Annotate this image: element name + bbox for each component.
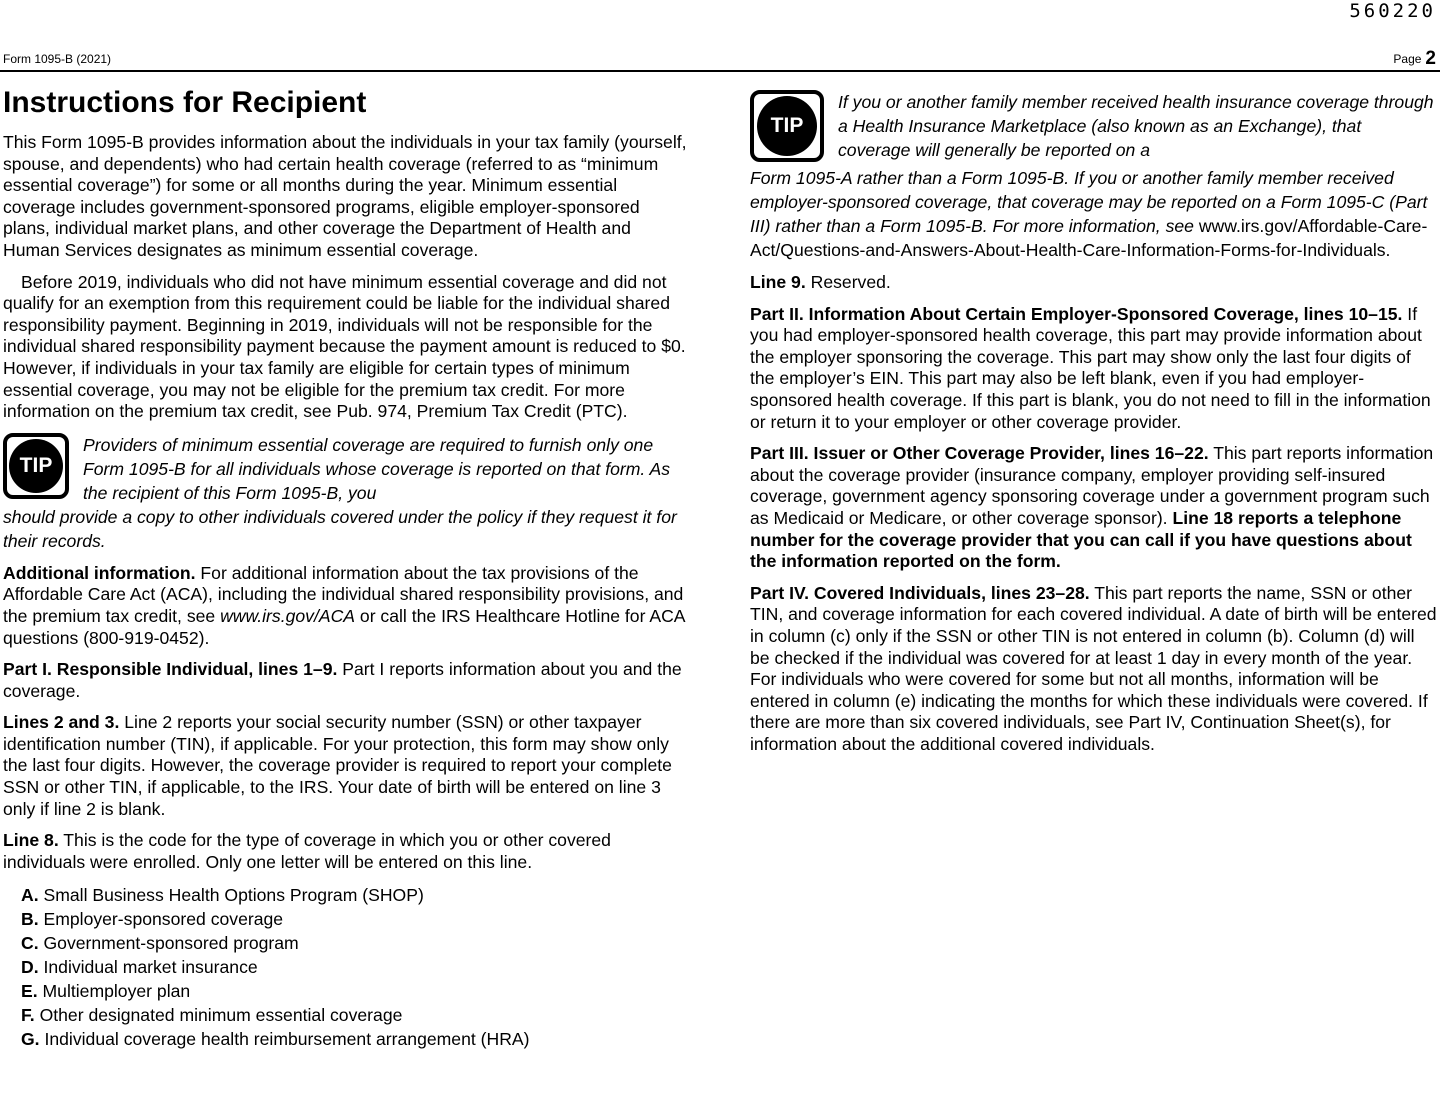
paragraph-text: For additional information about the tax provisions of the Affordable Care Act (ACA), including the individual shared responsibility provisions, and the premium tax credit, see [3, 562, 684, 626]
health-info-forms-link[interactable]: www.irs.gov/Affordable-Care-Act/Questions-and-Answers-About-Health-Care-Information-Forms-for-Individuals. [750, 216, 1428, 260]
tip-block-right [750, 90, 1438, 262]
code-description: Other designated minimum essential coverage [34, 1005, 403, 1026]
page-label: Page [1393, 52, 1422, 66]
tip-block-left [3, 433, 689, 553]
code-description: Individual coverage health reimbursement arrangement (HRA) [39, 1029, 530, 1050]
code-letter: A. [21, 885, 39, 906]
page-indicator [1393, 48, 1436, 70]
list-item [21, 1003, 689, 1027]
paragraph-text: This is the code for the type of coverage in which you or other covered individuals were enrolled. Only one letter will be entered on this line. [3, 830, 611, 872]
code-description: Small Business Health Options Program (SHOP) [38, 885, 424, 906]
lines-2-3-paragraph [3, 712, 689, 820]
line9-paragraph [750, 272, 1438, 294]
tip-text-continued [750, 166, 1438, 262]
page-title: Instructions for Recipient [3, 86, 367, 119]
code-letter: B. [21, 909, 39, 930]
section-heading: Part I. Responsible Individual, lines 1–9. [3, 659, 338, 680]
section-heading: Part IV. Covered Individuals, lines 23–28. [750, 582, 1090, 603]
paragraph-text: Reserved. [805, 272, 891, 292]
tip-badge-label: TIP [9, 439, 63, 493]
paragraph-text: or call the IRS Healthcare Hotline for ACA questions (800-919-0452). [3, 605, 685, 648]
form-label: Form 1095-B (2021) [3, 52, 112, 66]
page-header [0, 48, 1440, 72]
additional-information-paragraph [3, 563, 689, 649]
code-letter: F. [21, 1005, 35, 1026]
code-letter: C. [21, 933, 39, 954]
code-description: Government-sponsored program [38, 933, 299, 954]
code-letter: D. [21, 957, 39, 978]
paragraph-text: This part reports information about the coverage provider (insurance company, employer providing self-insured coverage, government agency sponsoring coverage under a government program such as Medicaid or Medicare, or other coverage sponsor). [750, 443, 1434, 528]
code-letter: G. [21, 1029, 40, 1050]
tip-badge-label: TIP [757, 96, 817, 156]
section-heading: Lines 2 and 3. [3, 712, 120, 733]
emphasis-text: Line 18 reports a telephone number for the coverage provider that you can call if you have questions about the information reported on the form. [750, 507, 1412, 572]
list-item [21, 907, 689, 931]
code-description: Employer-sponsored coverage [38, 909, 284, 930]
part1-paragraph [3, 659, 689, 702]
list-item [21, 883, 689, 907]
section-heading: Additional information. [3, 562, 196, 583]
coverage-code-list [3, 883, 689, 1051]
code-letter: E. [21, 981, 38, 1002]
part2-paragraph [750, 304, 1438, 434]
paragraph-text: Part I reports information about you and the coverage. [3, 659, 682, 701]
section-heading: Part II. Information About Certain Employer-Sponsored Coverage, lines 10–15. [750, 303, 1403, 324]
section-heading: Line 8. [3, 830, 59, 851]
tip-text-continued: should provide a copy to other individuals covered under the policy if they request it for their records. [3, 506, 677, 551]
paragraph-text: If you had employer-sponsored health coverage, this part may provide information about the employer sponsoring the coverage. This part may show only the last four digits of the employer’s EIN. This part may also be left blank, even if you had employer-sponsored health coverage. If this part is blank, you do not need to fill in the information or return it to your employer or other coverage provider. [750, 303, 1431, 432]
left-column [3, 84, 689, 1051]
intro-paragraph: This Form 1095-B provides information about the individuals in your tax family (yourself, spouse, and dependents) who had certain health coverage (referred to as “minimum essential coverage”) for some or all months during the year. Minimum essential coverage includes government-sponsored programs, eligible employer-sponsored plans, individual market plans, and other coverage the Department of Health and Human Services designates as minimum essential coverage. [3, 132, 687, 260]
tip-icon [750, 90, 824, 162]
section-heading: Line 9. [750, 272, 806, 292]
paragraph-text: Line 2 reports your social security number (SSN) or other taxpayer identification number (TIN), if applicable. For your protection, this form may show only the last four digits. However, the coverage provider is required to report your complete SSN or other TIN, if applicable, to the IRS. Your date of birth will be entered on line 3 only if line 2 is blank. [3, 712, 672, 819]
list-item [21, 955, 689, 979]
tip-icon [3, 433, 69, 499]
tip-text: Providers of minimum essential coverage are required to furnish only one Form 1095-B for all individuals whose coverage is reported on that form. As the recipient of this Form 1095-B, you [83, 434, 671, 503]
paragraph-text: This part reports the name, SSN or other TIN, and coverage information for each covered individual. A date of birth will be entered in column (c) only if the SSN or other TIN is not entered in column (b). Column (d) will be checked if the individual was covered for at least 1 day in every month of the year. For individuals who were covered for some but not all months, information will be entered in column (e) indicating the months for which these individuals were covered. If there are more than six covered individuals, see Part IV, Continuation Sheet(s), for information about the additional covered individuals. [750, 582, 1437, 754]
aca-link[interactable]: www.irs.gov/ACA [220, 605, 356, 626]
line8-paragraph [3, 830, 689, 873]
code-description: Individual market insurance [38, 957, 258, 978]
section-heading: Part III. Issuer or Other Coverage Provider, lines 16–22. [750, 443, 1209, 464]
part4-paragraph [750, 583, 1438, 756]
before-2019-paragraph: Before 2019, individuals who did not have minimum essential coverage and did not qualify for an exemption from this requirement could be liable for the individual shared responsibility payment. Beginning in 2019, individuals will not be responsible for the individual shared responsibility payment because the payment amount is reduced to $0. However, if individuals in your tax family are eligible for certain types of minimum essential coverage, you may not be eligible for the premium tax credit. For more information on the premium tax credit, see Pub. 974, Premium Tax Credit (PTC). [3, 271, 686, 422]
list-item [21, 1027, 689, 1051]
tip-text-part: Form 1095-A rather than a Form 1095-B. If you or another family member received employer-sponsored coverage, that coverage may be reported on a Form 1095-C (Part III) rather than a Form 1095-B. For more information, see [750, 168, 1428, 236]
tip-text: If you or another family member received health insurance coverage through a Health Insurance Marketplace (also known as an Exchange), that coverage will generally be reported on a [838, 92, 1434, 160]
part3-paragraph [750, 443, 1438, 573]
code-description: Multiemployer plan [37, 981, 191, 1002]
document-code: 560220 [1349, 0, 1436, 22]
page-number: 2 [1425, 48, 1436, 69]
list-item [21, 931, 689, 955]
right-column [750, 84, 1438, 765]
list-item [21, 979, 689, 1003]
